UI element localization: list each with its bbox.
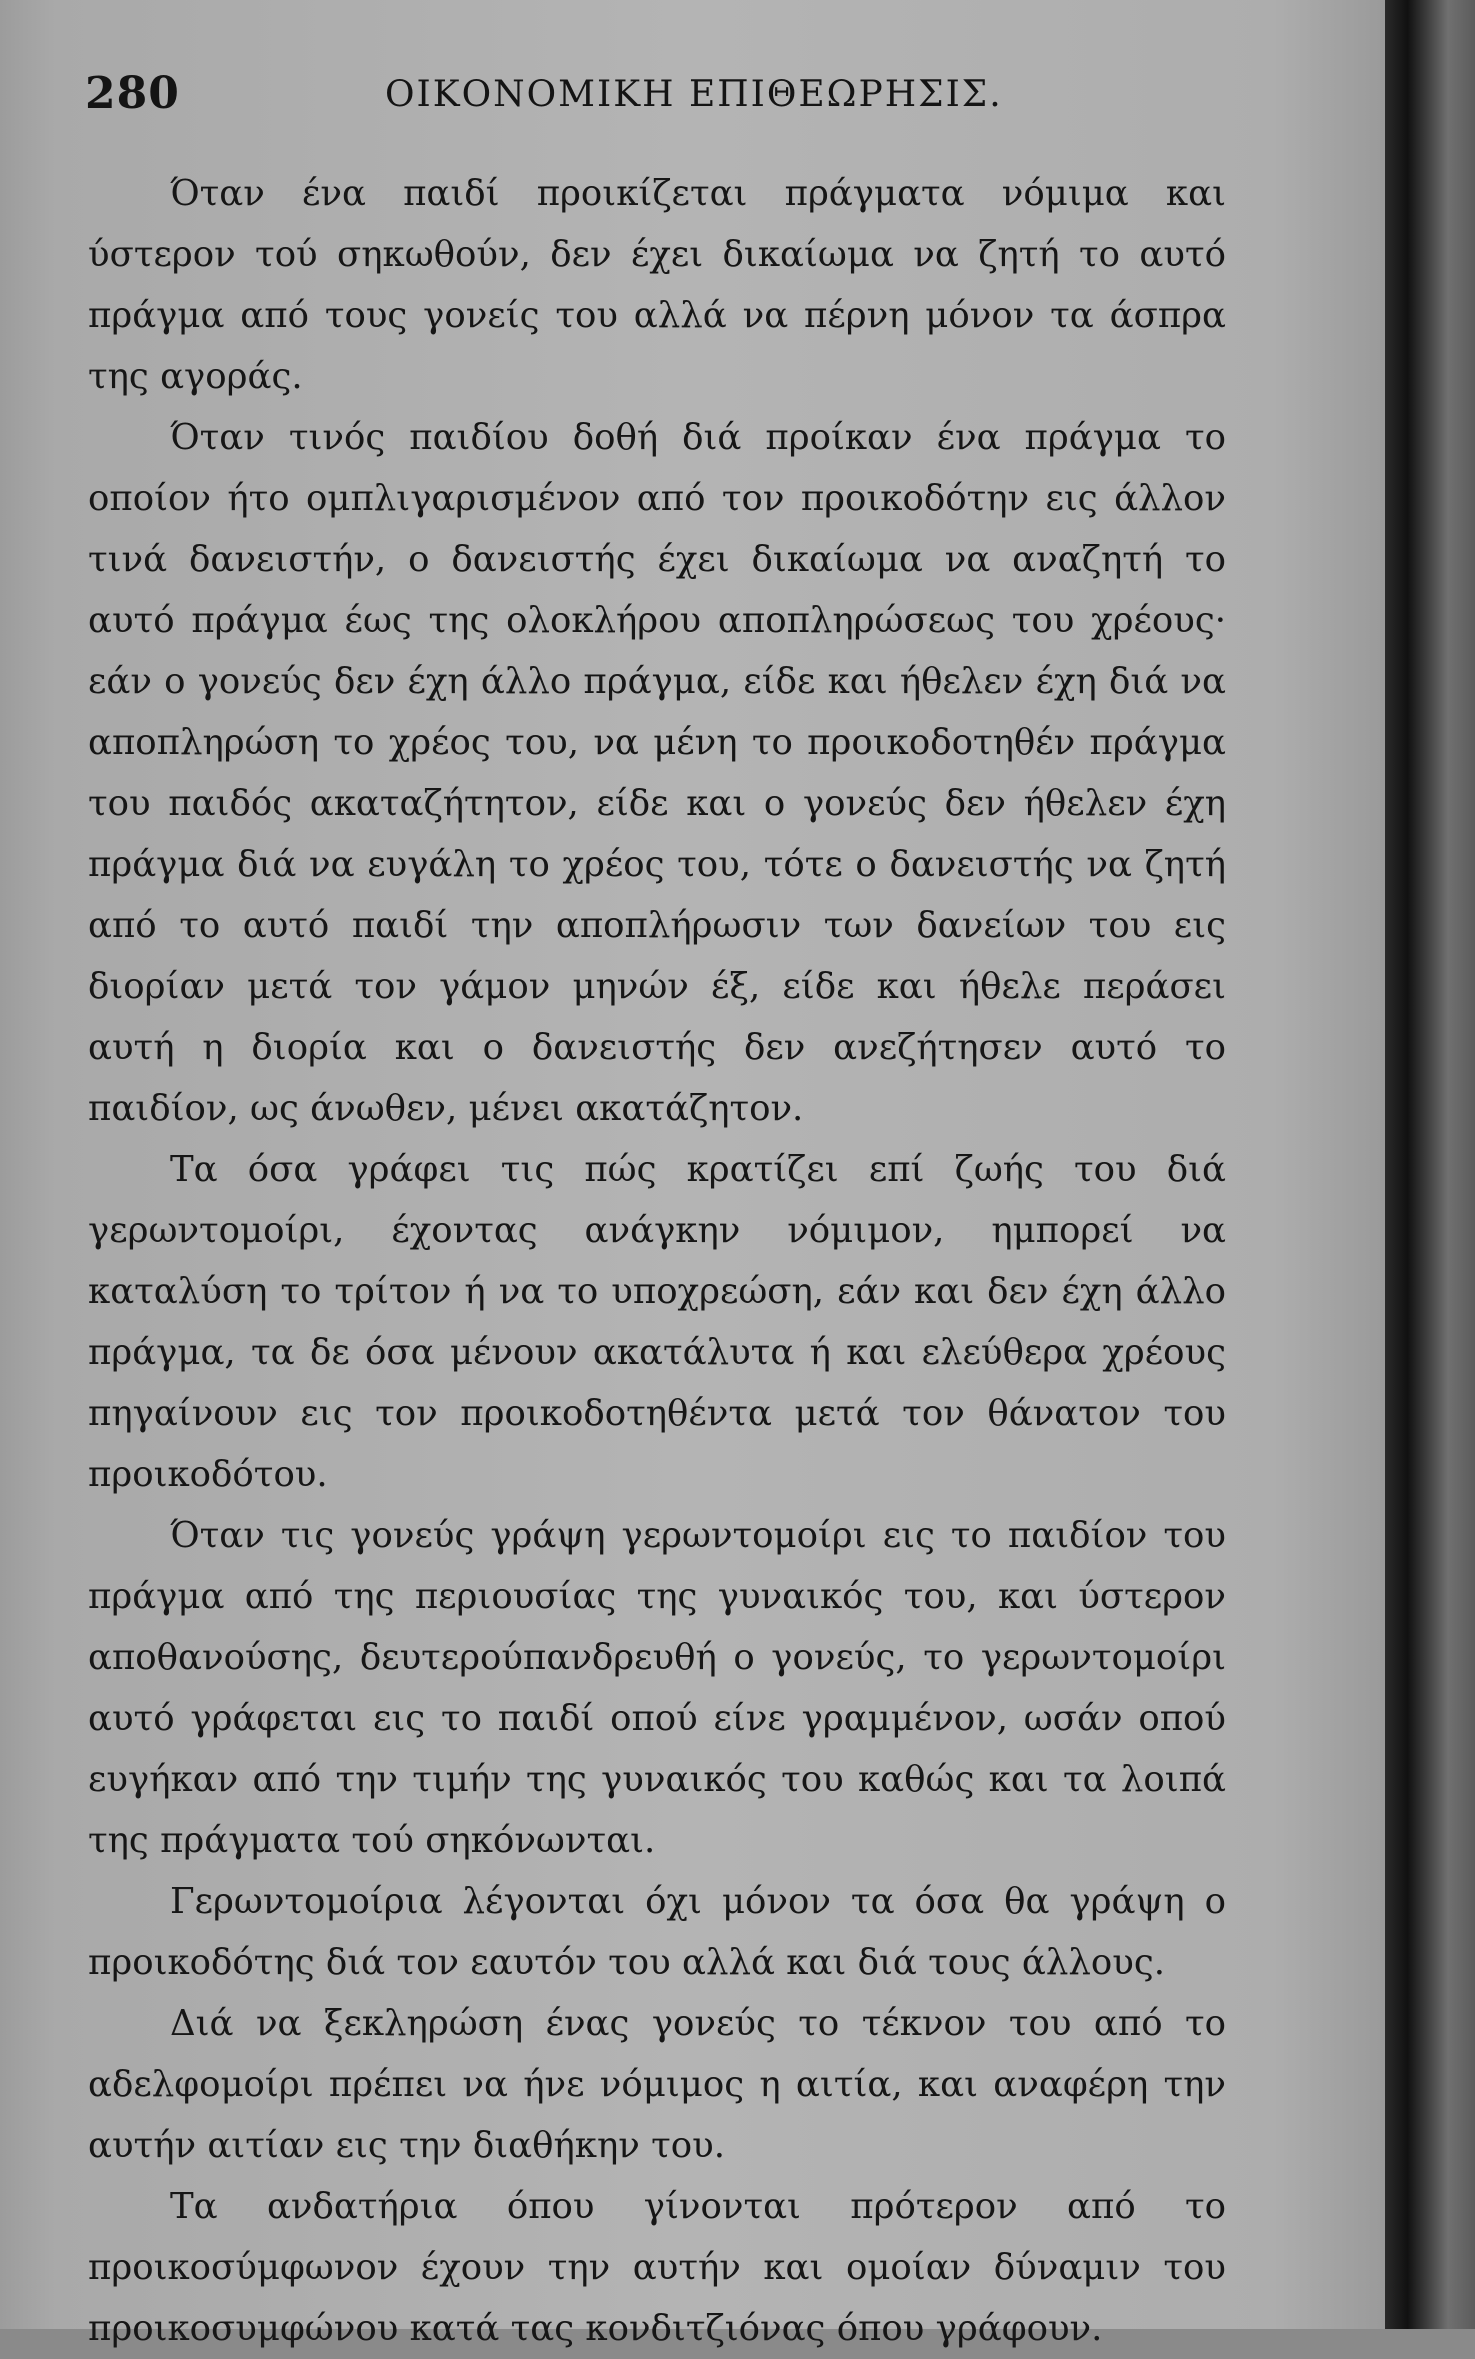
paragraph: Γερωντομοίρια λέγονται όχι μόνον τα όσα θα γράψη ο προικοδότης διά τον εαυτόν του αλλά και διά τους άλλους. xyxy=(88,1881,1226,1983)
paragraph: Όταν ένα παιδί προικίζεται πράγματα νόμιμα και ύστερον τού σηκωθούν, δεν έχει δικαίωμα να ζητή το αυτό πράγμα από τους γονείς του αλλά να πέρνη μόνον τα άσπρα της αγοράς. xyxy=(88,173,1226,397)
book-gutter xyxy=(1385,0,1475,2329)
page-number: 280 xyxy=(85,68,180,119)
journal-title: ΟΙΚΟΝΟΜΙΚΗ ΕΠΙΘΕΩΡΗΣΙΣ. xyxy=(385,74,1003,115)
body-text xyxy=(88,163,1226,2359)
paragraph: Όταν τις γονεύς γράψη γερωντομοίρι εις το παιδίον του πράγμα από της περιουσίας της γυναικός του, και ύστερον αποθανούσης, δευτερούπανδρευθή ο γονεύς, το γερωντομοίρι αυτό γράφεται εις το παιδί οπού είνε γραμμένον, ωσάν οπού ευγήκαν από την τιμήν της γυναικός του καθώς και τα λοιπά της πράγματα τού σηκόνωνται. xyxy=(88,1515,1226,1861)
running-head xyxy=(85,68,1235,128)
paragraph: Διά να ξεκληρώση ένας γονεύς το τέκνον του από το αδελφομοίρι πρέπει να ήνε νόμιμος η αιτία, και αναφέρη την αυτήν αιτίαν εις την διαθήκην του. xyxy=(88,2003,1226,2166)
paragraph: Όταν τινός παιδίου δοθή διά προίκαν ένα πράγμα το οποίον ήτο ομπλιγαρισμένον από τον προικοδότην εις άλλον τινά δανειστήν, ο δανειστής έχει δικαίωμα να αναζητή το αυτό πράγμα έως της ολοκλήρου αποπληρώσεως του χρέους· εάν ο γονεύς δεν έχη άλλο πράγμα, είδε και ήθελεν έχη διά να αποπληρώση το χρέος του, να μένη το προικοδοτηθέν πράγμα του παιδός ακαταζήτητον, είδε και ο γονεύς δεν ήθελεν έχη πράγμα διά να ευγάλη το χρέος του, τότε ο δανειστής να ζητή από το αυτό παιδί την αποπλήρωσιν των δανείων του εις διορίαν μετά τον γάμον μηνών έξ, είδε και ήθελε περάσει αυτή η διορία και ο δανειστής δεν ανεζήτησεν αυτό το παιδίον, ως άνωθεν, μένει ακατάζητον. xyxy=(88,417,1226,1129)
paragraph: Τα ανδατήρια όπου γίνονται πρότερον από το προικοσύμφωνον έχουν την αυτήν και ομοίαν δύναμιν του προικοσυμφώνου κατά τας κονδιτζιόνας όπου γράφουν. xyxy=(88,2186,1226,2349)
paragraph: Τα όσα γράφει τις πώς κρατίζει επί ζωής του διά γερωντομοίρι, έχοντας ανάγκην νόμιμον, ημπορεί να καταλύση το τρίτον ή να το υποχρεώση, εάν και δεν έχη άλλο πράγμα, τα δε όσα μένουν ακατάλυτα ή και ελεύθερα χρέους πηγαίνουν εις τον προικοδοτηθέντα μετά τον θάνατον του προικοδότου. xyxy=(88,1149,1226,1495)
